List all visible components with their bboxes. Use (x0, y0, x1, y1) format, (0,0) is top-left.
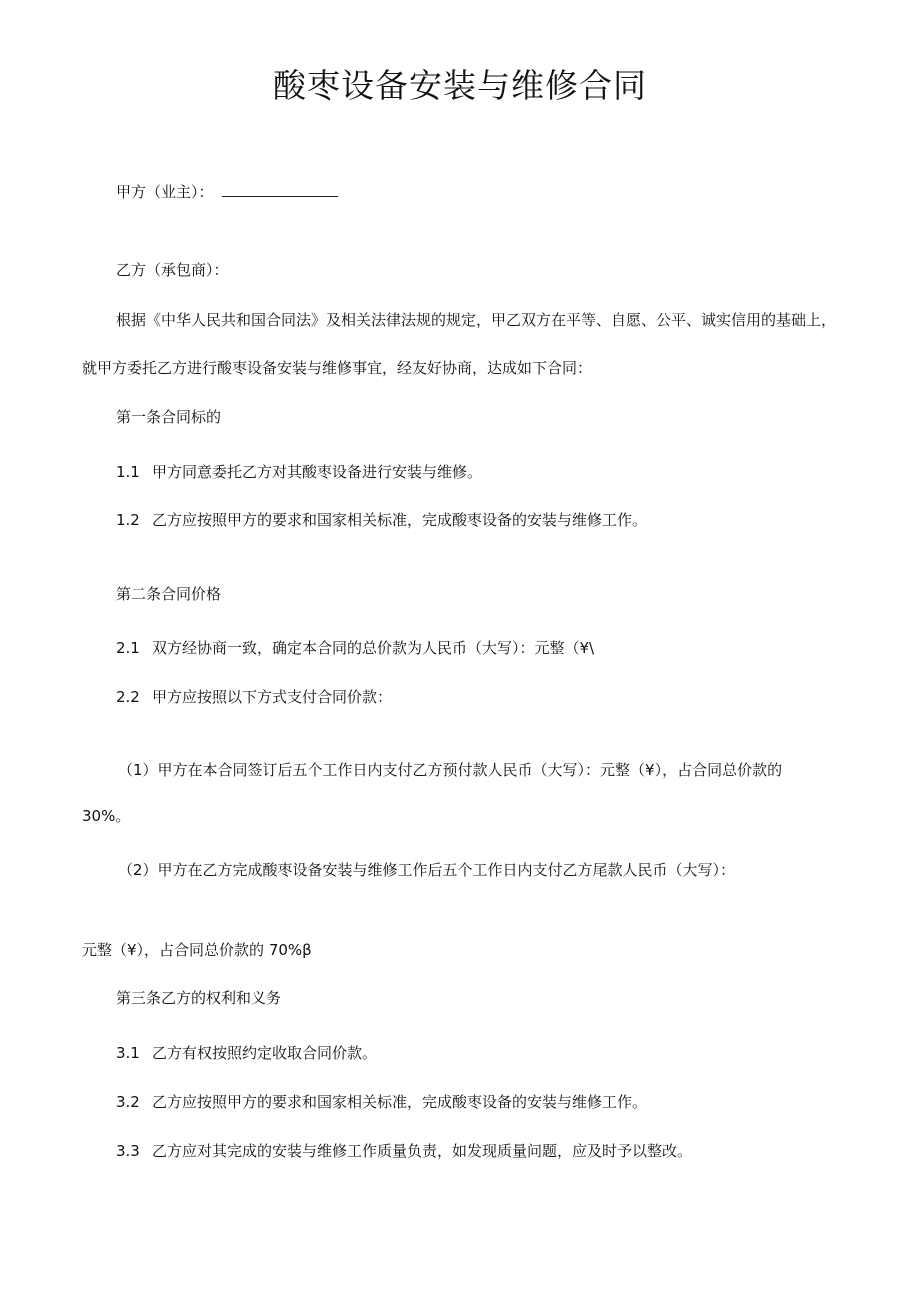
payment-1-line-2: 30%。 (82, 807, 131, 825)
clause-text: 甲方应按照以下方式支付合同价款： (152, 688, 393, 706)
payment-1-line-1: （1）甲方在本合同签订后五个工作日内支付乙方预付款人民币（大写）：元整（¥），占合同总价款的 (118, 761, 783, 779)
clause-text: 乙方应按照甲方的要求和国家相关标准，完成酸枣设备的安装与维修工作。 (152, 511, 648, 529)
preamble-line-2: 就甲方委托乙方进行酸枣设备安装与维修事宜，经友好协商，达成如下合同： (82, 359, 593, 377)
clause-3-3 (116, 1140, 692, 1162)
clause-text: 乙方有权按照约定收取合同价款。 (152, 1044, 378, 1062)
party-a-line (116, 181, 338, 203)
clause-number: 2.1 (116, 639, 140, 657)
preamble-line-1: 根据《中华人民共和国合同法》及相关法律法规的规定，甲乙双方在平等、自愿、公平、诚实信用的基础上， (116, 311, 837, 329)
clause-number: 3.2 (116, 1093, 140, 1111)
clause-2-1 (116, 637, 594, 659)
party-b-line (116, 259, 229, 281)
clause-1-2 (116, 509, 647, 531)
payment-2-line-1: （2）甲方在乙方完成酸枣设备安装与维修工作后五个工作日内支付乙方尾款人民币（大写）： (118, 861, 736, 879)
clause-2-2 (116, 686, 392, 708)
party-a-blank (222, 182, 338, 197)
clause-number: 3.3 (116, 1142, 140, 1160)
clause-3-1 (116, 1042, 377, 1064)
clause-text: 甲方同意委托乙方对其酸枣设备进行安装与维修。 (152, 463, 483, 481)
clause-number: 2.2 (116, 688, 140, 706)
article-2-heading: 第二条合同价格 (116, 585, 222, 603)
party-a-label: 甲方（业主）： (116, 183, 214, 201)
article-1-heading: 第一条合同标的 (116, 408, 222, 426)
clause-number: 1.2 (116, 511, 140, 529)
clause-1-1 (116, 461, 482, 483)
article-3-heading: 第三条乙方的权利和义务 (116, 989, 282, 1007)
clause-text: 双方经协商一致，确定本合同的总价款为人民币（大写）：元整（¥\ (152, 639, 595, 657)
clause-text: 乙方应对其完成的安装与维修工作质量负责，如发现质量问题，应及时予以整改。 (152, 1142, 693, 1160)
clause-text: 乙方应按照甲方的要求和国家相关标准，完成酸枣设备的安装与维修工作。 (152, 1093, 648, 1111)
clause-3-2 (116, 1091, 647, 1113)
party-b-label: 乙方（承包商）： (116, 261, 229, 279)
clause-number: 1.1 (116, 463, 140, 481)
document-title: 酸枣设备安装与维修合同 (273, 66, 647, 105)
clause-number: 3.1 (116, 1044, 140, 1062)
payment-2-line-2: 元整（¥），占合同总价款的 70%β (82, 941, 312, 959)
